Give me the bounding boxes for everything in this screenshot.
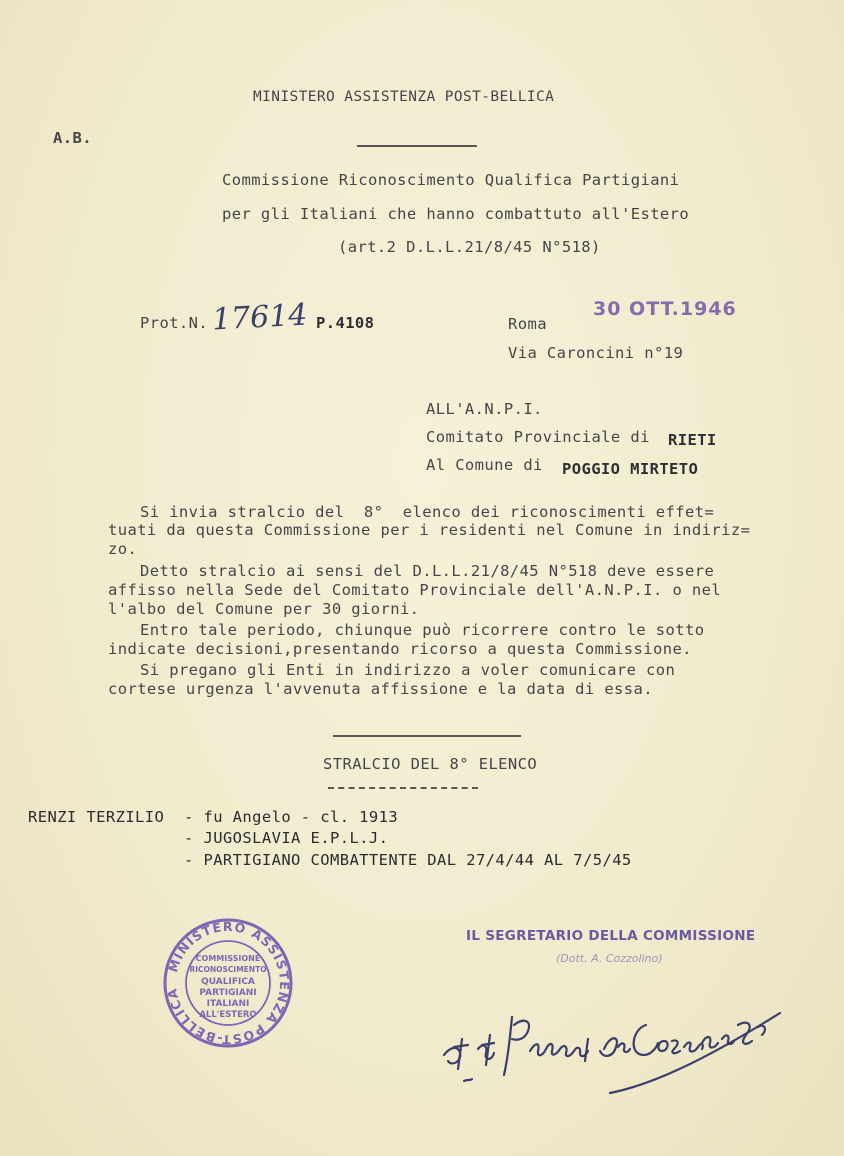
- ministry-seal: [160, 915, 296, 1051]
- body-line: Detto stralcio ai sensi del D.L.L.21/8/45 N°518 deve essere: [140, 562, 715, 580]
- partisan-name: RENZI TERZILIO: [28, 808, 165, 826]
- commission-line-1: Commissione Riconoscimento Qualifica Partigiani: [222, 171, 680, 189]
- body-line: Si pregano gli Enti in indirizzo a voler comunicare con: [140, 661, 676, 679]
- recipient-committee-city: RIETI: [668, 431, 717, 449]
- seal-inner-line: PARTIGIANI: [199, 988, 257, 998]
- partisan-service: - PARTIGIANO COMBATTENTE DAL 27/4/44 AL 7/5/45: [184, 851, 632, 869]
- body-line: zo.: [108, 540, 138, 558]
- handwritten-signature: [438, 985, 798, 1115]
- body-line: tuati da questa Commissione per i residenti nel Comune in indiriz=: [108, 521, 751, 539]
- body-line: affisso nella Sede del Comitato Provinciale dell'A.N.P.I. o nel: [108, 581, 722, 599]
- extract-title: STRALCIO DEL 8° ELENCO: [323, 755, 538, 773]
- body-line: l'albo del Comune per 30 giorni.: [108, 600, 420, 618]
- recipient-comune-name: POGGIO MIRTETO: [562, 460, 699, 478]
- date-stamp: 30 OTT.1946: [593, 298, 737, 320]
- ministry-heading: MINISTERO ASSISTENZA POST-BELLICA: [253, 89, 555, 105]
- protocol-position: P.4108: [316, 314, 375, 332]
- recipient-anpi: ALL'A.N.P.I.: [426, 400, 543, 418]
- body-line: Si invia stralcio del 8° elenco dei riconoscimenti effet=: [140, 503, 715, 521]
- seal-ring-text: MINISTERO ASSISTENZA POST-BELLICA: [164, 918, 293, 1048]
- seal-inner-line: RICONOSCIMENTO: [189, 965, 267, 974]
- seal-inner-line: ALL'ESTERO: [199, 1010, 257, 1020]
- body-line: Entro tale periodo, chiunque può ricorrere contro le sotto: [140, 621, 705, 639]
- recipient-committee-label: Comitato Provinciale di: [426, 428, 650, 446]
- secretary-stamp-name: (Dott. A. Cozzolino): [556, 952, 663, 965]
- protocol-number: 17614: [211, 297, 309, 338]
- recipient-comune-label: Al Comune di: [426, 456, 543, 474]
- seal-inner-line: QUALIFICA: [201, 977, 255, 987]
- body-line: indicate decisioni,presentando ricorso a questa Commissione.: [108, 640, 692, 658]
- city: Roma: [508, 315, 547, 333]
- seal-inner-line: COMMISSIONE: [195, 954, 261, 963]
- partisan-unit: - JUGOSLAVIA E.P.L.J.: [184, 829, 389, 847]
- commission-line-3: (art.2 D.L.L.21/8/45 N°518): [338, 238, 601, 256]
- header-divider: [357, 145, 477, 147]
- section-divider: [333, 735, 521, 737]
- protocol-label: Prot.N.: [140, 314, 209, 332]
- body-line: cortese urgenza l'avvenuta affissione e la data di essa.: [108, 680, 653, 698]
- seal-inner-line: ITALIANI: [206, 999, 250, 1009]
- commission-line-2: per gli Italiani che hanno combattuto all'Estero: [222, 205, 690, 223]
- initials: A.B.: [53, 129, 92, 147]
- partisan-parentage: - fu Angelo - cl. 1913: [184, 808, 399, 826]
- office-address: Via Caroncini n°19: [508, 344, 684, 362]
- secretary-stamp-title: IL SEGRETARIO DELLA COMMISSIONE: [466, 928, 756, 944]
- extract-title-underline: [328, 787, 478, 789]
